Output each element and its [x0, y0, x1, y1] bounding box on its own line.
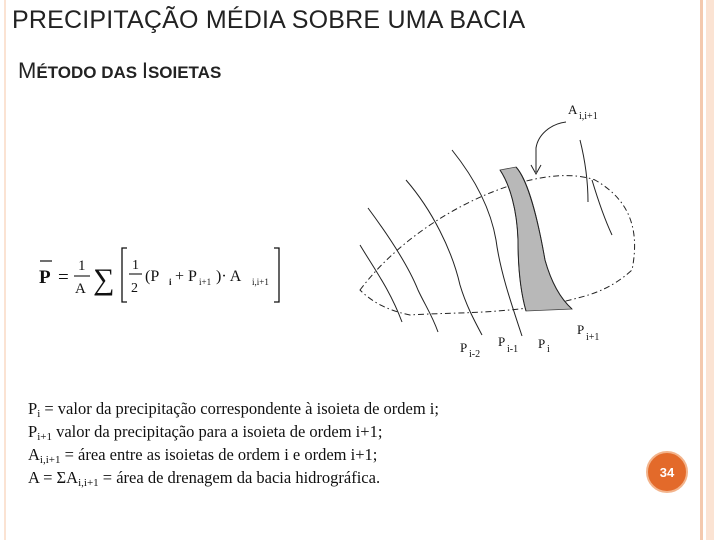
subtitle-rest-1: ÉTODO DAS	[36, 63, 142, 82]
legend-symbol-pi1: P	[28, 422, 38, 441]
iso-label-2: P	[498, 334, 506, 349]
legend-symbol-a-total: A = ΣA	[28, 468, 79, 487]
legend-sub-i1: i+1	[37, 431, 52, 443]
iso-label-4-sub: i+1	[586, 332, 600, 343]
isohyet-curve-2	[368, 208, 438, 332]
formula-half-den: 2	[131, 281, 138, 296]
iso-label-3-sub: i	[547, 344, 550, 355]
subtitle-cap-2: I	[141, 58, 148, 83]
formula-open: (P	[145, 268, 160, 285]
variable-legend	[28, 400, 439, 492]
shaded-area	[500, 167, 572, 311]
frame-stripe-outer	[700, 0, 703, 540]
legend-sub-ij-total: i,i+1	[78, 477, 99, 489]
isohyet-curve-8	[592, 180, 612, 235]
isohyet-curve-7	[580, 140, 588, 202]
formula-bracket-right	[274, 248, 279, 302]
legend-symbol-aij: A	[28, 445, 40, 464]
formula-frac-den: A	[75, 281, 86, 297]
legend-symbol-pi: P	[28, 399, 38, 418]
formula-bracket-left	[122, 248, 127, 302]
isohyet-diagram	[340, 100, 640, 370]
formula-half-num: 1	[132, 258, 139, 273]
area-label-sub: i,i+1	[579, 111, 598, 122]
legend-line-3	[28, 446, 439, 469]
formula-lhs: P	[39, 267, 51, 288]
legend-text-2: valor da precipitação para a isoieta de ordem i+1;	[51, 422, 383, 441]
formula-equals: =	[58, 267, 69, 288]
mean-precipitation-formula	[36, 236, 286, 308]
isohyet-curve-1	[360, 245, 402, 322]
frame-stripe-inner	[706, 0, 714, 540]
iso-label-2-sub: i-1	[507, 344, 519, 355]
frame-stripe-left	[4, 0, 6, 540]
page-subtitle	[18, 58, 221, 84]
formula-plus: + P	[175, 268, 197, 285]
iso-label-1: P	[460, 340, 468, 355]
formula-sum: ∑	[93, 263, 115, 296]
subtitle-rest-2: SOIETAS	[147, 63, 222, 82]
legend-text-4: = área de drenagem da bacia hidrográfica.	[98, 468, 381, 487]
iso-label-1-sub: i-2	[469, 349, 481, 360]
formula-sub-i: i	[169, 277, 172, 287]
area-pointer-line	[536, 122, 566, 172]
iso-label-4: P	[577, 322, 585, 337]
legend-sub-ij: i,i+1	[39, 454, 61, 466]
legend-text-3: = área entre as isoietas de ordem i e ordem i+1;	[60, 445, 378, 464]
formula-sub-i1: i+1	[199, 277, 212, 287]
legend-text-1: = valor da precipitação correspondente à isoieta de ordem i;	[40, 399, 439, 418]
subtitle-cap-1: M	[18, 58, 37, 83]
legend-line-1	[28, 400, 439, 423]
formula-frac-num: 1	[78, 258, 86, 274]
page-title: PRECIPITAÇÃO MÉDIA SOBRE UMA BACIA	[12, 6, 526, 34]
legend-sub-i: i	[37, 408, 41, 420]
iso-label-3: P	[538, 336, 546, 351]
basin-boundary	[360, 176, 635, 315]
formula-sub-ij: i,i+1	[252, 277, 269, 287]
legend-line-4	[28, 469, 439, 492]
legend-line-2	[28, 423, 439, 446]
page-number-badge: 34	[646, 451, 688, 493]
isohyet-curve-3	[406, 180, 482, 335]
area-label: A	[568, 102, 578, 117]
formula-close: )· A	[216, 268, 242, 285]
